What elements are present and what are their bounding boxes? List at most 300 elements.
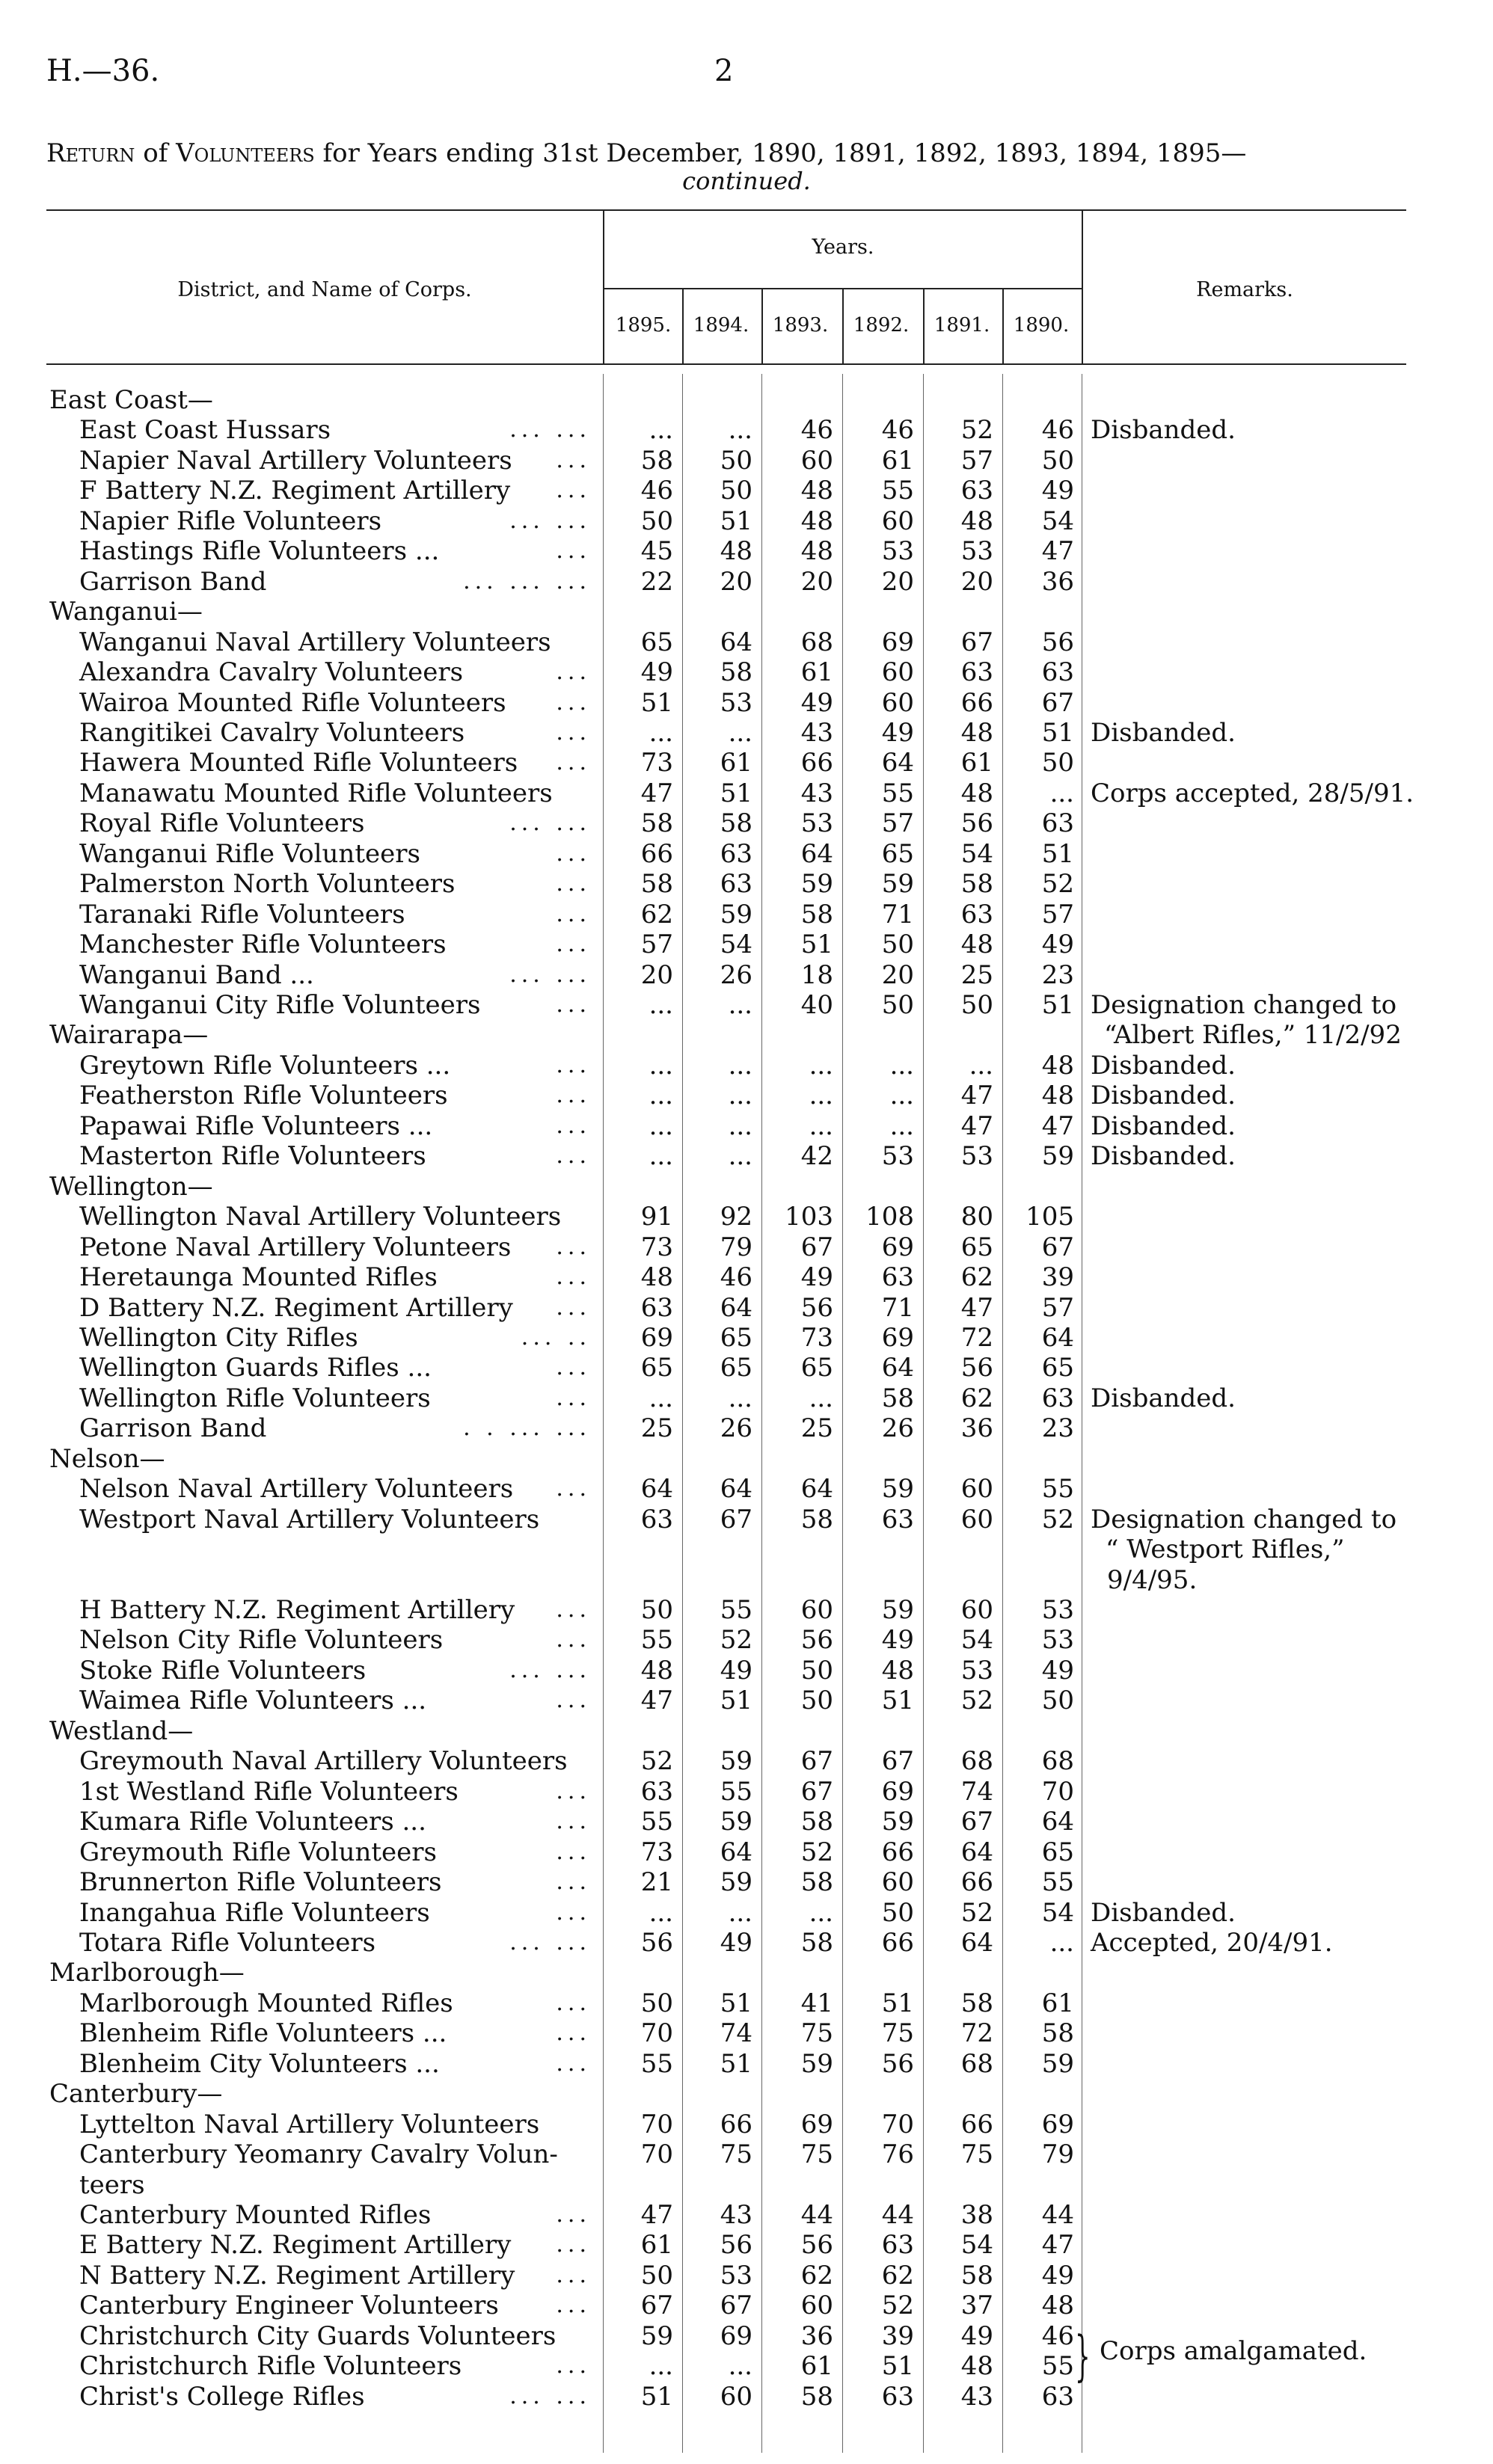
corps-name: Papawai Rifle Volunteers ...	[79, 1110, 433, 1141]
cell-1895: 21	[640, 1867, 673, 1898]
table-row	[0, 1565, 1493, 1595]
dot-leader: ...	[556, 1264, 591, 1291]
cell-1895: ...	[649, 415, 673, 446]
cell-1892: 49	[881, 1625, 914, 1656]
cell-1894: ...	[728, 2351, 752, 2382]
cell-1892: 53	[881, 1141, 914, 1172]
cell-1893: 50	[800, 1686, 833, 1716]
dot-leader: ...	[556, 2261, 591, 2288]
cell-1895: 51	[640, 687, 673, 718]
cell-1891: 72	[960, 1322, 993, 1353]
cell-1890: 56	[1041, 627, 1074, 657]
corps-name: Greymouth Naval Artillery Volunteers	[79, 1746, 568, 1777]
cell-1894: 55	[720, 1595, 752, 1625]
cell-1893: 25	[800, 1413, 833, 1444]
dot-leader: ... ...	[509, 2382, 591, 2409]
table-row	[0, 2049, 1493, 2079]
district-name: Wanganui—	[49, 597, 203, 627]
cell-1890: 67	[1041, 687, 1074, 718]
cell-1895: 55	[640, 1807, 673, 1837]
cell-1893: 48	[800, 476, 833, 506]
cell-1891: 68	[960, 2048, 993, 2079]
cell-1895: 50	[640, 506, 673, 536]
dot-leader: ...	[556, 1475, 591, 1502]
cell-1895: 22	[640, 566, 673, 597]
cell-1892: 20	[881, 959, 914, 990]
cell-1890: 57	[1041, 899, 1074, 930]
cell-1894: 59	[720, 1867, 752, 1898]
cell-1894: ...	[728, 1141, 752, 1172]
district-row	[0, 1172, 1493, 1202]
cell-1894: 56	[720, 2230, 752, 2261]
cell-1891: 75	[960, 2139, 993, 2170]
cell-1891: 62	[960, 1262, 993, 1293]
cell-1893: 60	[800, 445, 833, 476]
cell-1890: ...	[1049, 778, 1074, 808]
cell-1893: 73	[800, 1322, 833, 1353]
cell-1891: 60	[960, 1504, 993, 1534]
corps-name: Waimea Rifle Volunteers ...	[79, 1686, 427, 1716]
district-row	[0, 1020, 1493, 1050]
table-row	[0, 627, 1493, 657]
cell-1891: 62	[960, 1383, 993, 1413]
cell-1890: 63	[1041, 657, 1074, 688]
table-row	[0, 2170, 1493, 2200]
cell-1893: 49	[800, 687, 833, 718]
corps-name: Napier Rifle Volunteers	[79, 506, 382, 536]
dot-leader: ...	[556, 1597, 591, 1623]
cell-1891: 36	[960, 1413, 993, 1444]
cell-1892: 63	[881, 2381, 914, 2412]
cell-1891: 52	[960, 1897, 993, 1928]
cell-1893: 60	[800, 2291, 833, 2321]
cell-1895: 65	[640, 627, 673, 657]
year-header-1890: 1890.	[1013, 314, 1070, 337]
cell-1894: 53	[720, 687, 752, 718]
corps-name: Kumara Rifle Volunteers ...	[79, 1807, 426, 1837]
cell-1895: 69	[640, 1322, 673, 1353]
cell-1892: 59	[881, 1595, 914, 1625]
cell-1892: 50	[881, 930, 914, 960]
corps-name: Canterbury Engineer Volunteers	[79, 2291, 499, 2321]
district-row	[0, 2079, 1493, 2109]
cell-1892: 55	[881, 778, 914, 808]
cell-1890: 105	[1026, 1202, 1074, 1232]
cell-1891: 48	[960, 717, 993, 748]
corps-name: Garrison Band	[79, 1413, 267, 1444]
corps-name: Wanganui City Rifle Volunteers	[79, 990, 481, 1020]
dot-leader: ...	[556, 1989, 591, 2016]
cell-1893: 48	[800, 536, 833, 567]
cell-1893: ...	[809, 1383, 833, 1413]
cell-1890: 63	[1041, 2381, 1074, 2412]
dot-leader: ...	[556, 992, 591, 1018]
cell-1895: 47	[640, 2200, 673, 2230]
cell-1892: 50	[881, 990, 914, 1020]
cell-1895: 64	[640, 1474, 673, 1505]
cell-1890: 49	[1041, 2260, 1074, 2291]
cell-1895: ...	[649, 1897, 673, 1928]
cell-1894: 50	[720, 476, 752, 506]
cell-1894: 54	[720, 930, 752, 960]
cell-1891: 58	[960, 869, 993, 900]
table-row	[0, 1202, 1493, 1232]
cell-1895: 66	[640, 838, 673, 869]
cell-1893: 44	[800, 2200, 833, 2230]
dot-leader: ...	[556, 1778, 591, 1804]
table-row	[0, 1141, 1493, 1171]
cell-1895: 49	[640, 657, 673, 688]
cell-1894: 50	[720, 445, 752, 476]
corps-name: Wanganui Band ...	[79, 959, 314, 990]
corps-name: Marlborough Mounted Rifles	[79, 1988, 453, 2018]
cell-1891: 66	[960, 2109, 993, 2139]
corps-name: Hastings Rifle Volunteers ...	[79, 536, 440, 567]
dot-leader: ...	[556, 2292, 591, 2319]
table-row	[0, 1474, 1493, 1504]
cell-1893: 58	[800, 2381, 833, 2412]
cell-1890: ...	[1049, 1927, 1074, 1958]
cell-1890: 23	[1041, 959, 1074, 990]
year-header-1892: 1892.	[853, 314, 910, 337]
cell-1894: 75	[720, 2139, 752, 2170]
cell-1893: 75	[800, 2139, 833, 2170]
cell-1893: 103	[785, 1202, 833, 1232]
cell-1892: 48	[881, 1655, 914, 1686]
corps-name: Westport Naval Artillery Volunteers	[79, 1504, 540, 1534]
district-row	[0, 1444, 1493, 1474]
cell-1894: 64	[720, 627, 752, 657]
cell-1890: 64	[1041, 1807, 1074, 1837]
dot-leader: ...	[556, 1051, 591, 1078]
cell-1890: 51	[1041, 838, 1074, 869]
cell-1895: 65	[640, 1353, 673, 1383]
corps-name: Garrison Band	[79, 566, 267, 597]
dot-leader: ...	[556, 1354, 591, 1381]
cell-1891: 52	[960, 415, 993, 446]
cell-1894: 60	[720, 2381, 752, 2412]
table-row	[0, 1807, 1493, 1837]
cell-1894: 52	[720, 1625, 752, 1656]
cell-1893: 58	[800, 1504, 833, 1534]
corps-name: H Battery N.Z. Regiment Artillery	[79, 1595, 515, 1625]
cell-1893: 43	[800, 778, 833, 808]
document-reference: H.—36.	[46, 54, 160, 88]
cell-1891: 53	[960, 1655, 993, 1686]
remark: Disbanded.	[1091, 1141, 1236, 1172]
cell-1893: 42	[800, 1141, 833, 1172]
cell-1893: 58	[800, 1807, 833, 1837]
table-row	[0, 869, 1493, 899]
cell-1895: 59	[640, 2320, 673, 2351]
cell-1890: 67	[1041, 1232, 1074, 1262]
cell-1895: 63	[640, 1776, 673, 1807]
remark: Designation changed to	[1091, 1504, 1397, 1534]
cell-1891: 60	[960, 1474, 993, 1505]
cell-1894: 63	[720, 838, 752, 869]
cell-1893: 41	[800, 1988, 833, 2018]
dot-leader: ...	[556, 659, 591, 686]
table-row	[0, 839, 1493, 869]
corps-name: Manawatu Mounted Rifle Volunteers	[79, 778, 553, 808]
cell-1891: 66	[960, 687, 993, 718]
corps-name: teers	[79, 2169, 145, 2200]
corps-name: Canterbury Yeomanry Cavalry Volun-	[79, 2139, 558, 2170]
cell-1892: 49	[881, 717, 914, 748]
cell-1891: 48	[960, 506, 993, 536]
corps-name: Petone Naval Artillery Volunteers	[79, 1232, 512, 1262]
cell-1892: 69	[881, 1232, 914, 1262]
remark: 9/4/95.	[1107, 1564, 1198, 1595]
cell-1894: 26	[720, 1413, 752, 1444]
cell-1892: 63	[881, 2230, 914, 2261]
district-row	[0, 597, 1493, 627]
table-row	[0, 1777, 1493, 1807]
cell-1894: ...	[728, 1081, 752, 1111]
cell-1890: 50	[1041, 1686, 1074, 1716]
cell-1890: 55	[1041, 1474, 1074, 1505]
district-name: Marlborough—	[49, 1958, 245, 1988]
cell-1893: 40	[800, 990, 833, 1020]
table-row	[0, 930, 1493, 959]
cell-1891: 56	[960, 808, 993, 839]
cell-1891: 50	[960, 990, 993, 1020]
district-row	[0, 1958, 1493, 1988]
cell-1894: 51	[720, 1686, 752, 1716]
cell-1894: ...	[728, 990, 752, 1020]
cell-1893: 58	[800, 899, 833, 930]
district-name: Wairarapa—	[49, 1020, 209, 1051]
cell-1891: 47	[960, 1110, 993, 1141]
cell-1890: 50	[1041, 445, 1074, 476]
remark: Accepted, 20/4/91.	[1091, 1927, 1333, 1958]
cell-1890: 48	[1041, 1081, 1074, 1111]
cell-1894: ...	[728, 1050, 752, 1081]
corps-name: Taranaki Rifle Volunteers	[79, 899, 405, 930]
table-row	[0, 748, 1493, 778]
corps-name: Greymouth Rifle Volunteers	[79, 1837, 437, 1867]
cell-1890: 53	[1041, 1625, 1074, 1656]
cell-1891: 47	[960, 1081, 993, 1111]
cell-1894: 46	[720, 1262, 752, 1293]
cell-1894: 74	[720, 2018, 752, 2049]
remark: Disbanded.	[1091, 717, 1236, 748]
dot-leader: ...	[556, 900, 591, 927]
cell-1891: 52	[960, 1686, 993, 1716]
dot-leader: ...	[556, 538, 591, 565]
dot-leader: ...	[556, 1808, 591, 1835]
cell-1893: 61	[800, 657, 833, 688]
cell-1891: 65	[960, 1232, 993, 1262]
cell-1892: ...	[889, 1050, 914, 1081]
cell-1890: 23	[1041, 1413, 1074, 1444]
cell-1891: 80	[960, 1202, 993, 1232]
cell-1890: 46	[1041, 2320, 1074, 2351]
cell-1894: ...	[728, 1383, 752, 1413]
table-row	[0, 1383, 1493, 1413]
corps-name: Christ's College Rifles	[79, 2381, 365, 2412]
cell-1894: 59	[720, 1746, 752, 1777]
cell-1894: 65	[720, 1322, 752, 1353]
district-name: Canterbury—	[49, 2079, 223, 2110]
cell-1893: 43	[800, 717, 833, 748]
corps-name: Nelson Naval Artillery Volunteers	[79, 1474, 514, 1505]
cell-1895: 52	[640, 1746, 673, 1777]
cell-1890: 79	[1041, 2139, 1074, 2170]
cell-1894: 59	[720, 1807, 752, 1837]
cell-1895: 63	[640, 1504, 673, 1534]
corps-name: E Battery N.Z. Regiment Artillery	[79, 2230, 512, 2261]
dot-leader: ... ...	[509, 417, 591, 443]
cell-1890: 54	[1041, 506, 1074, 536]
cell-1893: 66	[800, 748, 833, 778]
cell-1891: 54	[960, 1625, 993, 1656]
dot-leader: . . ... ...	[463, 1415, 591, 1442]
cell-1894: 26	[720, 959, 752, 990]
cell-1895: ...	[649, 1141, 673, 1172]
table-row	[0, 778, 1493, 808]
cell-1891: 43	[960, 2381, 993, 2412]
cell-1893: 69	[800, 2109, 833, 2139]
cell-1890: 55	[1041, 2351, 1074, 2382]
cell-1893: 75	[800, 2018, 833, 2049]
table-row	[0, 1686, 1493, 1715]
cell-1892: 64	[881, 1353, 914, 1383]
cell-1893: 58	[800, 1927, 833, 1958]
cell-1891: 67	[960, 1807, 993, 1837]
cell-1895: 55	[640, 2048, 673, 2079]
cell-1891: ...	[969, 1050, 993, 1081]
remark: Disbanded.	[1091, 1081, 1236, 1111]
remark: Designation changed to	[1091, 990, 1397, 1020]
header-bottom-rule	[46, 363, 1406, 365]
table-row	[0, 1867, 1493, 1897]
corps-name: Inangahua Rifle Volunteers	[79, 1897, 430, 1928]
cell-1891: 20	[960, 566, 993, 597]
corps-name: Wairoa Mounted Rifle Volunteers	[79, 687, 506, 718]
cell-1892: 39	[881, 2320, 914, 2351]
cell-1893: ...	[809, 1050, 833, 1081]
cell-1894: ...	[728, 1110, 752, 1141]
table-row	[0, 415, 1493, 445]
cell-1895: 50	[640, 1988, 673, 2018]
cell-1893: 62	[800, 2260, 833, 2291]
cell-1894: 55	[720, 1776, 752, 1807]
corps-name: Featherston Rifle Volunteers	[79, 1081, 448, 1111]
table-row	[0, 960, 1493, 990]
cell-1894: 63	[720, 869, 752, 900]
cell-1893: 50	[800, 1655, 833, 1686]
cell-1894: 61	[720, 748, 752, 778]
cell-1890: 65	[1041, 1837, 1074, 1867]
year-header-1894: 1894.	[693, 314, 749, 337]
dot-leader: ...	[556, 2353, 591, 2379]
corps-name: Lyttelton Naval Artillery Volunteers	[79, 2109, 540, 2139]
cell-1892: 66	[881, 1837, 914, 1867]
cell-1895: 61	[640, 2230, 673, 2261]
dot-leader: ... ...	[509, 1656, 591, 1683]
cell-1892: 108	[865, 1202, 914, 1232]
corps-name: Blenheim Rifle Volunteers ...	[79, 2018, 447, 2049]
cell-1890: 54	[1041, 1897, 1074, 1928]
cell-1892: 20	[881, 566, 914, 597]
cell-1892: 64	[881, 748, 914, 778]
cell-1892: 60	[881, 1867, 914, 1898]
cell-1891: 57	[960, 445, 993, 476]
corps-name: Royal Rifle Volunteers	[79, 808, 365, 839]
cell-1895: 73	[640, 1232, 673, 1262]
dot-leader: ...	[556, 1869, 591, 1896]
table-row	[0, 1505, 1493, 1534]
corps-name: Wellington Guards Rifles ...	[79, 1353, 432, 1383]
table-row	[0, 446, 1493, 476]
corps-name: Wellington Rifle Volunteers	[79, 1383, 431, 1413]
cell-1891: 60	[960, 1595, 993, 1625]
corps-name: Christchurch City Guards Volunteers	[79, 2320, 557, 2351]
cell-1895: ...	[649, 1110, 673, 1141]
dot-leader: ...	[556, 689, 591, 716]
table-row	[0, 2110, 1493, 2139]
cell-1892: 75	[881, 2018, 914, 2049]
cell-1892: 69	[881, 1776, 914, 1807]
remark: Disbanded.	[1091, 1110, 1236, 1141]
cell-1892: 63	[881, 1262, 914, 1293]
cell-1892: 71	[881, 899, 914, 930]
cell-1894: 67	[720, 1504, 752, 1534]
cell-1890: 47	[1041, 2230, 1074, 2261]
cell-1891: 64	[960, 1837, 993, 1867]
cell-1895: 47	[640, 1686, 673, 1716]
dot-leader: ...	[556, 1143, 591, 1170]
cell-1894: 64	[720, 1292, 752, 1323]
cell-1893: 56	[800, 1292, 833, 1323]
cell-1892: 76	[881, 2139, 914, 2170]
table-row	[0, 1413, 1493, 1443]
cell-1891: 53	[960, 536, 993, 567]
cell-1895: ...	[649, 1383, 673, 1413]
title-of: of	[135, 138, 177, 168]
cell-1890: 46	[1041, 415, 1074, 446]
cell-1890: 47	[1041, 536, 1074, 567]
cell-1892: 59	[881, 869, 914, 900]
document-subtitle: continued.	[682, 167, 811, 195]
cell-1891: 47	[960, 1292, 993, 1323]
dot-leader: ... ...	[509, 1929, 591, 1955]
district-row	[0, 1716, 1493, 1746]
cell-1895: 25	[640, 1413, 673, 1444]
cell-1891: 25	[960, 959, 993, 990]
cell-1894: ...	[728, 717, 752, 748]
remark: Disbanded.	[1091, 1383, 1236, 1413]
dot-leader: ... ...	[509, 810, 591, 837]
cell-1891: 72	[960, 2018, 993, 2049]
dot-leader: ... ..	[521, 1324, 591, 1351]
table-row	[0, 536, 1493, 566]
cell-1890: 59	[1041, 2048, 1074, 2079]
cell-1891: 61	[960, 748, 993, 778]
cell-1891: 48	[960, 2351, 993, 2382]
cell-1895: 58	[640, 445, 673, 476]
dot-leader: ... ...	[509, 507, 591, 534]
cell-1892: 52	[881, 2291, 914, 2321]
cell-1893: 46	[800, 415, 833, 446]
table-row	[0, 1081, 1493, 1110]
cell-1890: 61	[1041, 1988, 1074, 2018]
cell-1891: 58	[960, 2260, 993, 2291]
corps-name: Napier Naval Artillery Volunteers	[79, 445, 512, 476]
header-divider-district	[603, 211, 604, 365]
cell-1890: 64	[1041, 1322, 1074, 1353]
